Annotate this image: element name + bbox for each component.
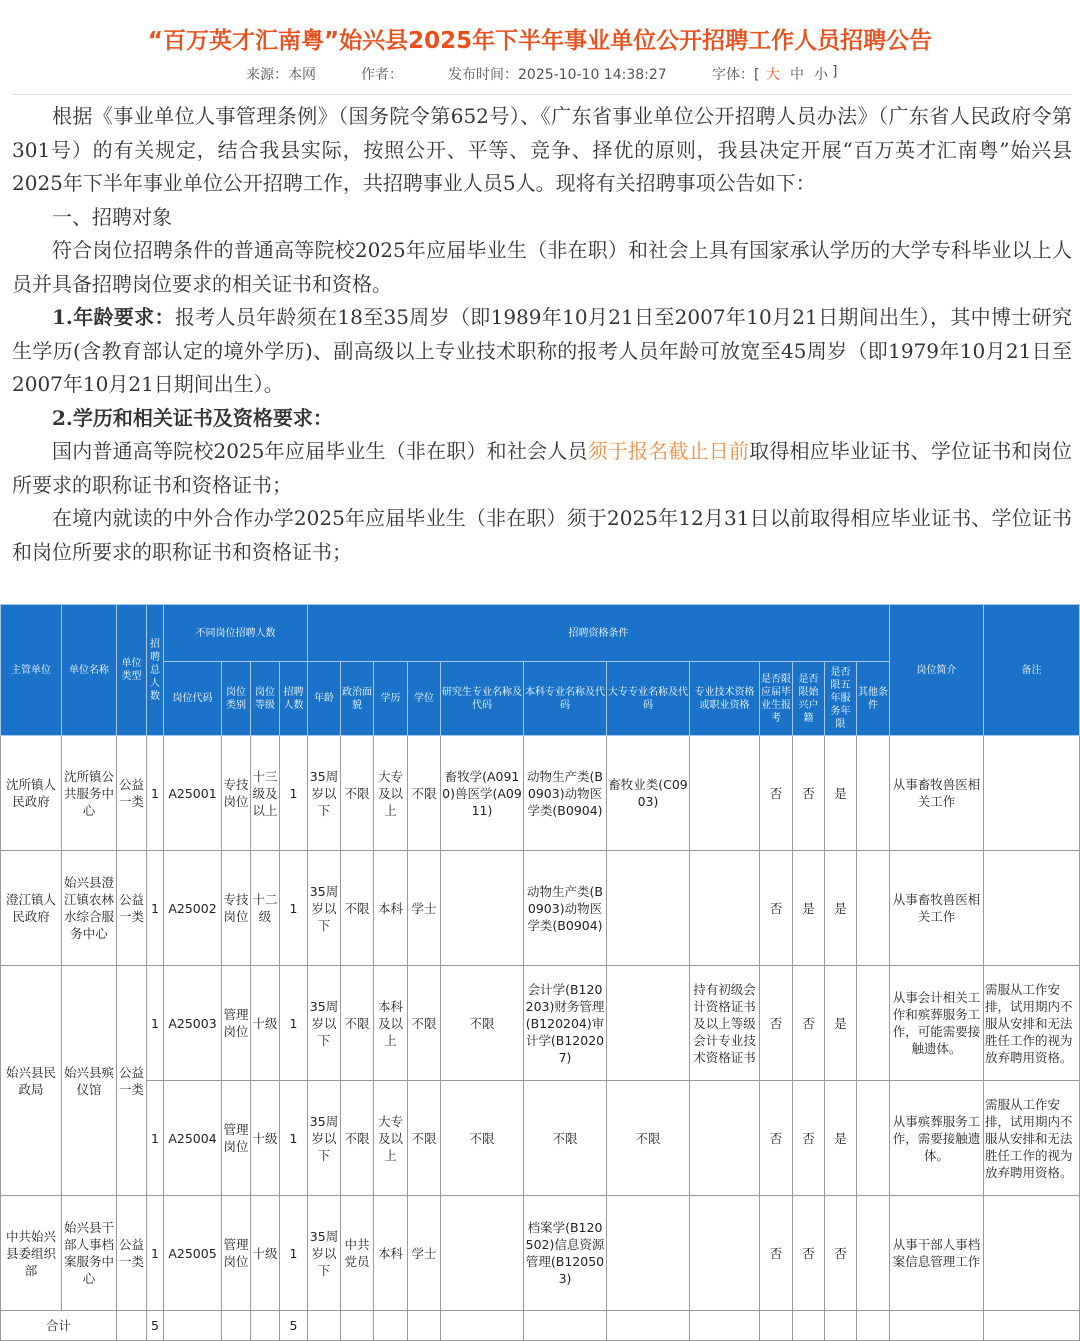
cell-cert: [690, 1081, 760, 1196]
cell-intro: 从事畜牧兽医相关工作: [890, 851, 984, 966]
header-unit: 单位名称: [62, 605, 117, 736]
cell-age: 35周岁以下: [308, 736, 341, 851]
cell-age: 35周岁以下: [308, 851, 341, 966]
header-five-year: 是否限五年服务年限: [825, 662, 857, 736]
cell-dept: 始兴县民政局: [1, 966, 62, 1196]
cell-count: 1: [280, 966, 308, 1081]
footer-empty: [441, 1311, 524, 1341]
cell-category: 管理岗位: [222, 966, 251, 1081]
cell-type: 公益一类: [117, 851, 147, 966]
section-paragraph: 符合岗位招聘条件的普通高等院校2025年应届毕业生（非在职）和社会上具有国家承认学历的大学专科毕业以上人员并具备招聘岗位要求的相关证书和资格。: [12, 238, 1072, 296]
footer-empty: [341, 1311, 374, 1341]
cell-grad-major: 不限: [441, 1081, 524, 1196]
font-size-label: 字体：[: [712, 67, 760, 83]
publish-time: 发布时间：2025-10-10 14:38:27: [448, 67, 667, 83]
table-footer-row: [1, 1311, 1080, 1341]
font-size-large-link[interactable]: 大: [766, 67, 780, 83]
cell-education: 本科: [374, 1196, 408, 1311]
header-education: 学历: [374, 662, 408, 736]
cell-total: 1: [147, 1196, 164, 1311]
edu-paragraph-1: [12, 435, 1072, 502]
cell-code: A25001: [164, 736, 222, 851]
cell-cert: 持有初级会计资格证书及以上等级会计专业技术资格证书: [690, 966, 760, 1081]
section-heading: 一、招聘对象: [52, 204, 172, 229]
cell-local-only: 否: [793, 736, 825, 851]
cell-grad-major: 畜牧学(A0910)兽医学(A0911): [441, 736, 524, 851]
cell-education: 本科: [374, 851, 408, 966]
header-total: 招聘总人数: [147, 605, 164, 736]
header-political: 政治面貌: [341, 662, 374, 736]
cell-political: 中共党员: [341, 1196, 374, 1311]
cell-education: 大专及以上: [374, 736, 408, 851]
header-bach-major: 本科专业名称及代码: [524, 662, 607, 736]
cell-count: 1: [280, 1081, 308, 1196]
cell-count: 1: [280, 851, 308, 966]
cell-remark: 需服从工作安排，试用期内不服从安排和无法胜任工作的视为放弃聘用资格。: [984, 1081, 1080, 1196]
cell-category: 管理岗位: [222, 1081, 251, 1196]
cell-college-major: [607, 966, 690, 1081]
cell-code: A25002: [164, 851, 222, 966]
cell-level: 十级: [251, 966, 280, 1081]
header-grad-major: 研究生专业名称及代码: [441, 662, 524, 736]
cell-count: 1: [280, 1196, 308, 1311]
cell-count: 1: [280, 736, 308, 851]
divider: [12, 94, 1072, 95]
cell-bach-major: 不限: [524, 1081, 607, 1196]
cell-dept: 沈所镇人民政府: [1, 736, 62, 851]
cell-remark: [984, 1196, 1080, 1311]
footer-empty: [222, 1311, 251, 1341]
cell-fresh-only: 否: [760, 1081, 793, 1196]
cell-five-year: 否: [825, 1196, 857, 1311]
footer-empty: [164, 1311, 222, 1341]
cell-type: 公益一类: [117, 1196, 147, 1311]
cell-local-only: 否: [793, 1196, 825, 1311]
cell-other: [857, 1081, 890, 1196]
cell-cert: [690, 736, 760, 851]
cell-cert: [690, 1196, 760, 1311]
footer-empty: [760, 1311, 793, 1341]
cell-type: 公益一类: [117, 736, 147, 851]
cell-age: 35周岁以下: [308, 1196, 341, 1311]
article-body: [12, 100, 1072, 569]
header-cert: 专业技术资格或职业资格: [690, 662, 760, 736]
cell-code: A25004: [164, 1081, 222, 1196]
footer-empty: [793, 1311, 825, 1341]
cell-other: [857, 851, 890, 966]
source-label: 来源：本网: [246, 67, 316, 83]
cell-college-major: [607, 851, 690, 966]
intro-paragraph: 根据《事业单位人事管理条例》（国务院令第652号）、《广东省事业单位公开招聘人员办法》（广东省人民政府令第301号）的有关规定，结合我县实际，按照公开、平等、竞争、择优的原则，我县决定开展“百万英才汇南粤”始兴县2025年下半年事业单位公开招聘工作，共招聘事业人员5人。现将有关招聘事项公告如下：: [12, 104, 1072, 195]
cell-category: 管理岗位: [222, 1196, 251, 1311]
cell-total: 1: [147, 966, 164, 1081]
header-intro: 岗位简介: [890, 605, 984, 736]
cell-political: 不限: [341, 966, 374, 1081]
cell-five-year: 是: [825, 966, 857, 1081]
cell-fresh-only: 否: [760, 966, 793, 1081]
edu-heading: 2.学历和相关证书及资格要求：: [52, 405, 333, 430]
cell-degree: 学士: [408, 1196, 441, 1311]
header-fresh-only: 是否限应届毕业生报考: [760, 662, 793, 736]
cell-local-only: 否: [793, 966, 825, 1081]
header-count: 招聘人数: [280, 662, 308, 736]
cell-fresh-only: 否: [760, 851, 793, 966]
header-dept: 主管单位: [1, 605, 62, 736]
cell-remark: [984, 851, 1080, 966]
cell-unit: 始兴县澄江镇农林水综合服务中心: [62, 851, 117, 966]
cell-remark: [984, 736, 1080, 851]
cell-other: [857, 966, 890, 1081]
header-local-only: 是否限始兴户籍: [793, 662, 825, 736]
cell-education: 本科及以上: [374, 966, 408, 1081]
cell-other: [857, 736, 890, 851]
font-size-small-link[interactable]: 小: [814, 67, 828, 83]
cell-dept: 中共始兴县委组织部: [1, 1196, 62, 1311]
footer-empty: [690, 1311, 760, 1341]
cell-unit: 始兴县干部人事档案服务中心: [62, 1196, 117, 1311]
cell-college-major: 畜牧业类(C0903): [607, 736, 690, 851]
header-group-positions: 不同岗位招聘人数: [164, 605, 308, 662]
cell-level: 十二级: [251, 851, 280, 966]
cell-five-year: 是: [825, 1081, 857, 1196]
cell-category: 专技岗位: [222, 736, 251, 851]
cell-college-major: [607, 1196, 690, 1311]
edu-paragraph-2: 在境内就读的中外合作办学2025年应届毕业生（非在职）须于2025年12月31日以前取得相应毕业证书、学位证书和岗位所要求的职称证书和资格证书；: [12, 506, 1072, 564]
cell-bach-major: 动物生产类(B0903)动物医学类(B0904): [524, 736, 607, 851]
header-group-conditions: 招聘资格条件: [308, 605, 890, 662]
edu-text-c: 取得相应毕业证书、学位证书和岗位所要求的职称证书和资格证书；: [12, 439, 1072, 497]
article-meta: [0, 64, 1080, 86]
header-degree: 学位: [408, 662, 441, 736]
header-remark: 备注: [984, 605, 1080, 736]
cell-total: 1: [147, 736, 164, 851]
footer-empty: [890, 1311, 984, 1341]
footer-empty: [857, 1311, 890, 1341]
footer-empty: [308, 1311, 341, 1341]
cell-age: 35周岁以下: [308, 1081, 341, 1196]
cell-bach-major: 档案学(B120502)信息资源管理(B120503): [524, 1196, 607, 1311]
cell-unit: 沈所镇公共服务中心: [62, 736, 117, 851]
cell-political: 不限: [341, 736, 374, 851]
table-row: [1, 1196, 1080, 1311]
edu-highlight: 须于报名截止日前: [587, 439, 750, 463]
age-paragraph: [12, 301, 1072, 402]
cell-five-year: 是: [825, 736, 857, 851]
cell-political: 不限: [341, 851, 374, 966]
cell-intro: 从事殡葬服务工作，需要接触遗体。: [890, 1081, 984, 1196]
cell-degree: 不限: [408, 1081, 441, 1196]
footer-count: 5: [280, 1311, 308, 1341]
age-heading: 1.年龄要求：: [52, 305, 175, 329]
footer-empty: [117, 1311, 147, 1341]
footer-empty: [524, 1311, 607, 1341]
table-row: [1, 966, 1080, 1081]
table-row: [1, 736, 1080, 851]
table-row: [1, 1081, 1080, 1196]
cell-local-only: 是: [793, 851, 825, 966]
footer-empty: [374, 1311, 408, 1341]
cell-unit: 始兴县殡仪馆: [62, 966, 117, 1196]
cell-five-year: 是: [825, 851, 857, 966]
cell-type: 公益一类: [117, 966, 147, 1196]
cell-intro: 从事会计相关工作和殡葬服务工作，可能需要接触遗体。: [890, 966, 984, 1081]
cell-dept: 澄江镇人民政府: [1, 851, 62, 966]
cell-degree: 不限: [408, 966, 441, 1081]
footer-empty: [408, 1311, 441, 1341]
header-code: 岗位代码: [164, 662, 222, 736]
cell-grad-major: 不限: [441, 966, 524, 1081]
header-college-major: 大专专业名称及代码: [607, 662, 690, 736]
font-size-medium-link[interactable]: 中: [790, 67, 804, 83]
cell-code: A25003: [164, 966, 222, 1081]
header-other: 其他条件: [857, 662, 890, 736]
cell-level: 十三级及以上: [251, 736, 280, 851]
cell-bach-major: 动物生产类(B0903)动物医学类(B0904): [524, 851, 607, 966]
header-age: 年龄: [308, 662, 341, 736]
cell-political: 不限: [341, 1081, 374, 1196]
cell-fresh-only: 否: [760, 1196, 793, 1311]
age-text: 报考人员年龄须在18至35周岁（即1989年10月21日至2007年10月21日期间出生），其中博士研究生学历(含教育部认定的境外学历)、副高级以上专业技术职称的报考人员年龄可放宽至45周岁（即1979年10月21日至2007年10月21日期间出生）。: [12, 305, 1072, 396]
footer-empty: [825, 1311, 857, 1341]
cell-intro: 从事畜牧兽医相关工作: [890, 736, 984, 851]
cell-level: 十级: [251, 1196, 280, 1311]
footer-total: 5: [147, 1311, 164, 1341]
cell-college-major: 不限: [607, 1081, 690, 1196]
table-row: [1, 851, 1080, 966]
author-label: 作者：: [361, 67, 403, 83]
cell-intro: 从事干部人事档案信息管理工作: [890, 1196, 984, 1311]
cell-category: 专技岗位: [222, 851, 251, 966]
header-level: 岗位等级: [251, 662, 280, 736]
cell-total: 1: [147, 1081, 164, 1196]
cell-level: 十级: [251, 1081, 280, 1196]
header-category: 岗位类别: [222, 662, 251, 736]
cell-age: 35周岁以下: [308, 966, 341, 1081]
cell-total: 1: [147, 851, 164, 966]
cell-bach-major: 会计学(B120203)财务管理(B120204)审计学(B120207): [524, 966, 607, 1081]
cell-local-only: 否: [793, 1081, 825, 1196]
footer-empty: [251, 1311, 280, 1341]
cell-degree: 不限: [408, 736, 441, 851]
header-type: 单位类型: [117, 605, 147, 736]
cell-grad-major: [441, 1196, 524, 1311]
font-size-bracket: ]: [832, 64, 838, 80]
page-title: “百万英才汇南粤”始兴县2025年下半年事业单位公开招聘工作人员招聘公告: [147, 28, 933, 54]
footer-label: 合计: [1, 1311, 117, 1341]
cell-education: 大专及以上: [374, 1081, 408, 1196]
edu-text-a: 国内普通高等院校2025年应届毕业生（非在职）和社会人员: [52, 439, 588, 463]
cell-degree: 学士: [408, 851, 441, 966]
cell-cert: [690, 851, 760, 966]
cell-remark: 需服从工作安排，试用期内不服从安排和无法胜任工作的视为放弃聘用资格。: [984, 966, 1080, 1081]
cell-code: A25005: [164, 1196, 222, 1311]
cell-fresh-only: 否: [760, 736, 793, 851]
footer-empty: [984, 1311, 1080, 1341]
cell-grad-major: [441, 851, 524, 966]
recruitment-table: [0, 604, 1080, 1341]
footer-empty: [607, 1311, 690, 1341]
cell-other: [857, 1196, 890, 1311]
